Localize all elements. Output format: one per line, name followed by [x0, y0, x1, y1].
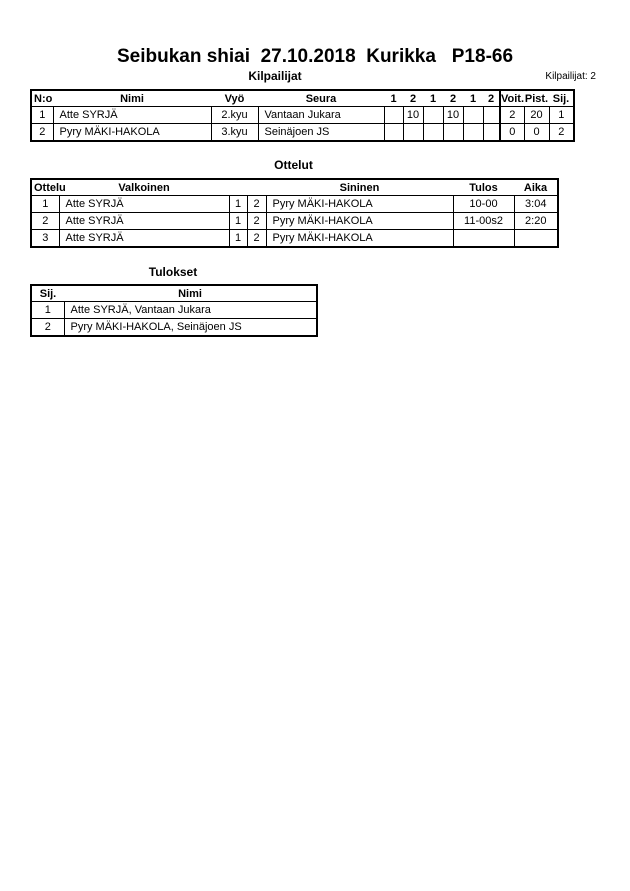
col-header-sij: Sij. — [31, 285, 64, 302]
cell-match-no: 2 — [31, 213, 59, 230]
ottelut-row — [31, 230, 558, 248]
kilpailijat-section-heading: Kilpailijat — [248, 69, 302, 83]
cell-white-num: 1 — [229, 196, 247, 213]
cell-tulos: 11-00s2 — [453, 213, 514, 230]
col-header-sij: Sij. — [549, 90, 574, 107]
cell-white-num: 1 — [229, 230, 247, 248]
cell-blue-num: 2 — [247, 196, 266, 213]
tulokset-row — [31, 302, 317, 319]
cell-placement: 2 — [31, 319, 64, 337]
ottelut-header-row — [31, 179, 558, 196]
col-header-nimi: Nimi — [53, 90, 211, 107]
page-title: Seibukan shiai 27.10.2018 Kurikka P18-66 — [116, 46, 514, 67]
col-header-score-4: 2 — [443, 90, 463, 107]
cell-white-player: Atte SYRJÄ — [59, 213, 229, 230]
cell-pist: 20 — [524, 107, 549, 124]
col-header-ottelu: Ottelu — [31, 179, 59, 196]
cell-score: 10 — [403, 107, 423, 124]
tulokset-table — [30, 284, 318, 337]
cell-tulos: 10-00 — [453, 196, 514, 213]
cell-seura: Vantaan Jukara — [258, 107, 384, 124]
cell-score — [443, 124, 463, 142]
cell-pist: 0 — [524, 124, 549, 142]
col-header-voit: Voit. — [500, 90, 524, 107]
cell-white-player: Atte SYRJÄ — [59, 196, 229, 213]
col-header-empty — [229, 179, 247, 196]
tulokset-row — [31, 319, 317, 337]
ottelut-section-heading: Ottelut — [274, 158, 313, 172]
col-header-score-2: 2 — [403, 90, 423, 107]
kilpailijat-header-row — [31, 90, 574, 107]
col-header-valkoinen: Valkoinen — [59, 179, 229, 196]
cell-match-no: 1 — [31, 196, 59, 213]
cell-aika — [514, 230, 558, 248]
col-header-nimi: Nimi — [64, 285, 317, 302]
cell-blue-player: Pyry MÄKI-HAKOLA — [266, 213, 453, 230]
cell-aika: 3:04 — [514, 196, 558, 213]
cell-nimi: Atte SYRJÄ — [53, 107, 211, 124]
cell-sij: 2 — [549, 124, 574, 142]
col-header-sininen: Sininen — [266, 179, 453, 196]
cell-blue-num: 2 — [247, 213, 266, 230]
col-header-no: N:o — [31, 90, 53, 107]
col-header-score-3: 1 — [423, 90, 443, 107]
cell-tulos — [453, 230, 514, 248]
cell-score — [384, 107, 403, 124]
cell-name-club: Pyry MÄKI-HAKOLA, Seinäjoen JS — [64, 319, 317, 337]
cell-vyo: 2.kyu — [211, 107, 258, 124]
cell-blue-player: Pyry MÄKI-HAKOLA — [266, 196, 453, 213]
cell-aika: 2:20 — [514, 213, 558, 230]
ottelut-row — [31, 196, 558, 213]
cell-voit: 0 — [500, 124, 524, 142]
cell-no: 2 — [31, 124, 53, 142]
col-header-score-5: 1 — [463, 90, 483, 107]
kilpailijat-table — [30, 89, 575, 142]
cell-nimi: Pyry MÄKI-HAKOLA — [53, 124, 211, 142]
col-header-pist: Pist. — [524, 90, 549, 107]
cell-name-club: Atte SYRJÄ, Vantaan Jukara — [64, 302, 317, 319]
cell-score — [483, 124, 500, 142]
cell-sij: 1 — [549, 107, 574, 124]
col-header-vyo: Vyö — [211, 90, 258, 107]
ottelut-row — [31, 213, 558, 230]
cell-match-no: 3 — [31, 230, 59, 248]
cell-vyo: 3.kyu — [211, 124, 258, 142]
competitor-count-label: Kilpailijat: 2 — [545, 71, 596, 82]
cell-score — [483, 107, 500, 124]
col-header-score-1: 1 — [384, 90, 403, 107]
cell-score — [463, 124, 483, 142]
cell-score — [384, 124, 403, 142]
cell-score: 10 — [443, 107, 463, 124]
col-header-empty — [247, 179, 266, 196]
col-header-aika: Aika — [514, 179, 558, 196]
cell-seura: Seinäjoen JS — [258, 124, 384, 142]
cell-blue-num: 2 — [247, 230, 266, 248]
cell-score — [423, 124, 443, 142]
cell-score — [423, 107, 443, 124]
col-header-tulos: Tulos — [453, 179, 514, 196]
cell-voit: 2 — [500, 107, 524, 124]
col-header-score-6: 2 — [483, 90, 500, 107]
cell-white-player: Atte SYRJÄ — [59, 230, 229, 248]
cell-no: 1 — [31, 107, 53, 124]
cell-white-num: 1 — [229, 213, 247, 230]
col-header-seura: Seura — [258, 90, 384, 107]
ottelut-table — [30, 178, 559, 248]
cell-blue-player: Pyry MÄKI-HAKOLA — [266, 230, 453, 248]
tulokset-section-heading: Tulokset — [148, 265, 198, 279]
cell-score — [403, 124, 423, 142]
cell-placement: 1 — [31, 302, 64, 319]
kilpailijat-row — [31, 107, 574, 124]
kilpailijat-row — [31, 124, 574, 142]
cell-score — [463, 107, 483, 124]
tulokset-header-row — [31, 285, 317, 302]
